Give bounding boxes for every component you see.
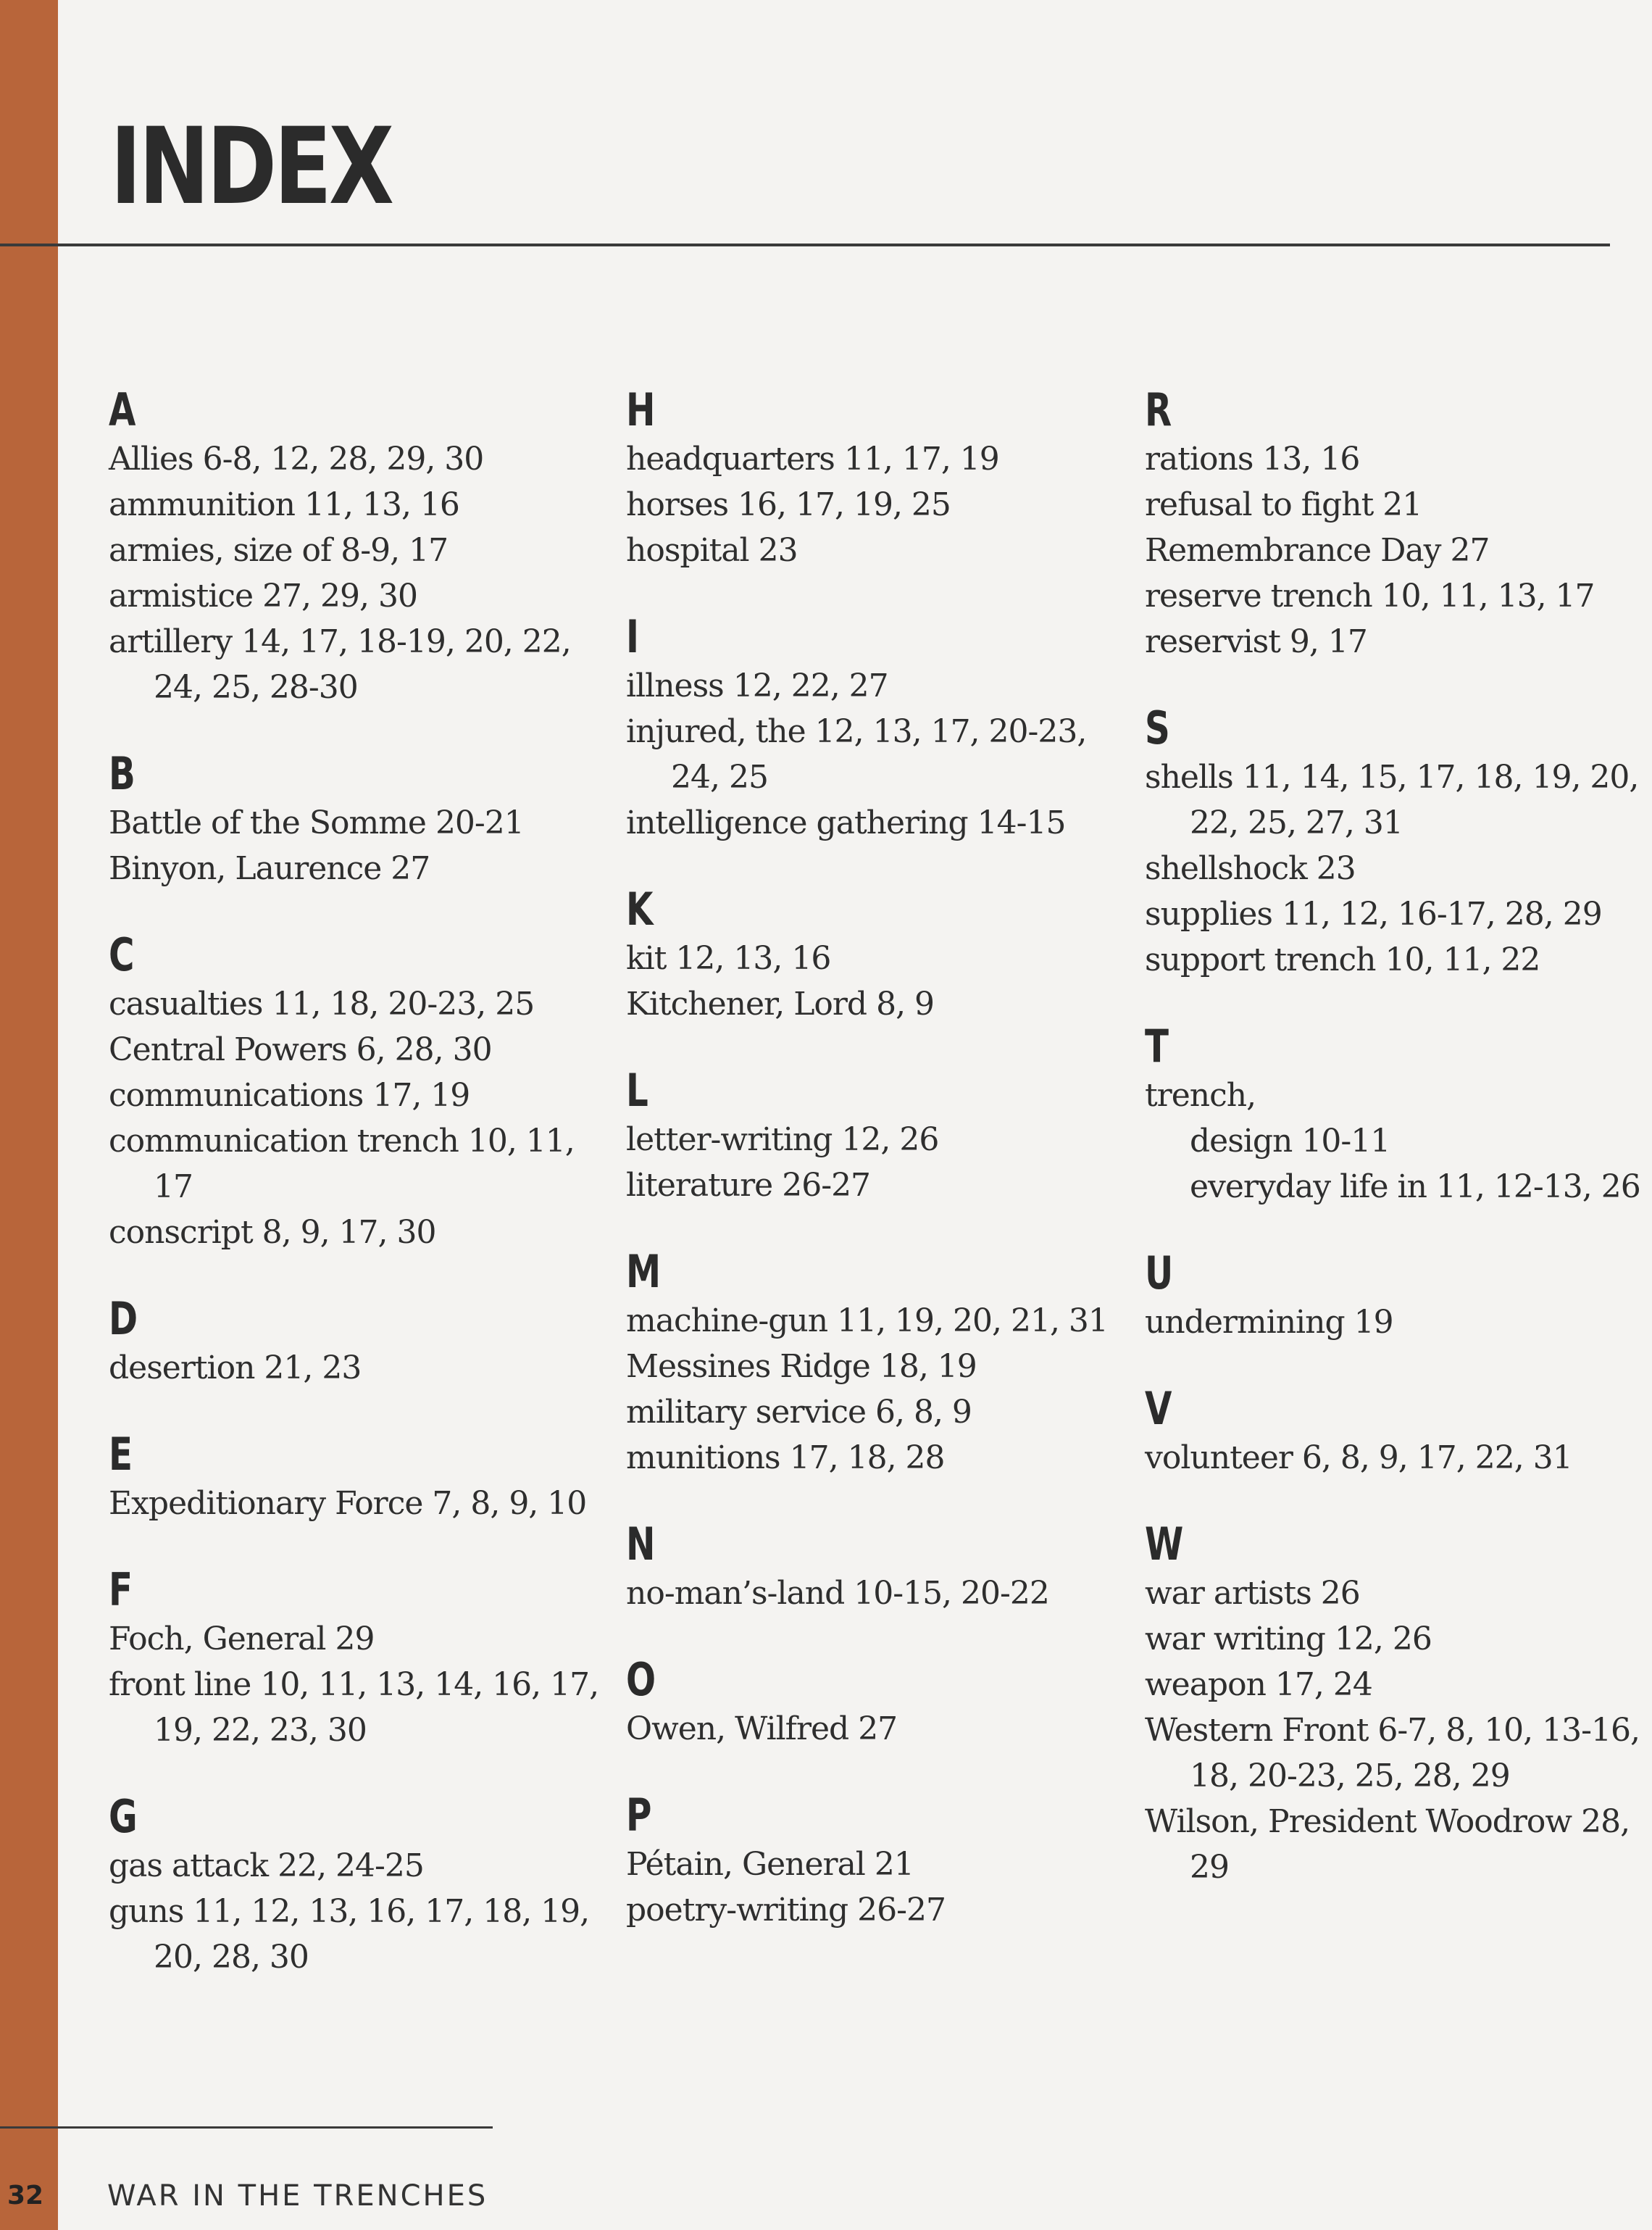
footer-rule xyxy=(0,2126,493,2129)
index-column-2 xyxy=(626,384,1126,1933)
section-letter: I xyxy=(626,610,640,663)
index-entries xyxy=(109,800,609,891)
index-entry: kit 12, 13, 16 xyxy=(626,940,831,977)
index-entries xyxy=(109,1616,609,1753)
title-rule xyxy=(0,244,1610,246)
section-letter: H xyxy=(626,383,656,436)
index-entry: war artists 26 xyxy=(1145,1575,1360,1612)
index-section xyxy=(626,1246,1126,1481)
index-entry: casualties 11, 18, 20-23, 25 xyxy=(109,986,535,1023)
index-column-3 xyxy=(1145,384,1645,1890)
index-entry: Binyon, Laurence 27 xyxy=(109,850,430,887)
section-letter: R xyxy=(1145,383,1172,436)
index-entries xyxy=(1145,1570,1645,1890)
page-title: INDEX xyxy=(110,105,392,228)
index-column-1 xyxy=(109,384,609,1980)
index-entries xyxy=(626,1298,1126,1481)
section-gap xyxy=(1145,1210,1645,1247)
index-entry: support trench 10, 11, 22 xyxy=(1145,941,1540,978)
index-entry: machine-gun 11, 19, 20, 21, 31 xyxy=(626,1302,1108,1339)
section-letter: F xyxy=(109,1563,133,1616)
section-gap xyxy=(626,846,1126,883)
index-section xyxy=(1145,702,1645,983)
index-entries xyxy=(109,981,609,1255)
section-gap xyxy=(109,1753,609,1791)
index-entries xyxy=(626,1842,1126,1933)
index-entry: trench, xyxy=(1145,1077,1256,1114)
index-entry: injured, the 12, 13, 17, 20-23, 24, 25 xyxy=(626,713,1087,796)
index-entry: poetry-writing 26-27 xyxy=(626,1892,946,1929)
section-letter: N xyxy=(626,1518,656,1570)
index-section xyxy=(109,929,609,1255)
index-section xyxy=(626,1789,1126,1933)
index-entry: Allies 6-8, 12, 28, 29, 30 xyxy=(109,441,484,478)
index-section xyxy=(626,1518,1126,1616)
index-section xyxy=(109,384,609,710)
index-section xyxy=(626,384,1126,573)
index-entry: Expeditionary Force 7, 8, 9, 10 xyxy=(109,1485,587,1522)
index-entry: artillery 14, 17, 18-19, 20, 22, 24, 25, 28-30 xyxy=(109,623,571,706)
index-section xyxy=(1145,1383,1645,1481)
index-entry: Wilson, President Woodrow 28, 29 xyxy=(1145,1803,1630,1886)
index-entry: munitions 17, 18, 28 xyxy=(626,1439,945,1476)
section-gap xyxy=(626,1616,1126,1654)
section-gap xyxy=(109,1391,609,1428)
index-entries xyxy=(109,1481,609,1526)
index-section xyxy=(109,1293,609,1391)
side-color-stripe xyxy=(0,0,58,2230)
index-entries xyxy=(109,1843,609,1980)
index-entry: desertion 21, 23 xyxy=(109,1349,362,1386)
section-letter: L xyxy=(626,1064,648,1117)
section-gap xyxy=(626,1481,1126,1518)
section-gap xyxy=(1145,983,1645,1020)
index-entry: hospital 23 xyxy=(626,532,798,569)
index-section xyxy=(109,1428,609,1526)
index-section xyxy=(1145,1518,1645,1890)
index-section xyxy=(1145,384,1645,665)
index-entry: no-man’s-land 10-15, 20-22 xyxy=(626,1575,1049,1612)
section-letter: B xyxy=(109,747,135,800)
index-entry: Central Powers 6, 28, 30 xyxy=(109,1031,492,1068)
section-gap xyxy=(1145,1345,1645,1383)
index-entry: Kitchener, Lord 8, 9 xyxy=(626,986,935,1023)
index-entry: ammunition 11, 13, 16 xyxy=(109,486,459,523)
section-gap xyxy=(626,1752,1126,1789)
section-letter: P xyxy=(626,1789,652,1842)
index-entry: weapon 17, 24 xyxy=(1145,1666,1372,1703)
index-section xyxy=(626,883,1126,1027)
index-entries xyxy=(626,1570,1126,1616)
section-gap xyxy=(626,1027,1126,1065)
section-letter: W xyxy=(1145,1518,1184,1570)
section-letter: S xyxy=(1145,702,1170,754)
index-entry: communication trench 10, 11, 17 xyxy=(109,1123,575,1205)
index-entry: armies, size of 8-9, 17 xyxy=(109,532,449,569)
index-entry: refusal to fight 21 xyxy=(1145,486,1422,523)
index-entry: Battle of the Somme 20-21 xyxy=(109,804,524,841)
index-section xyxy=(109,1791,609,1980)
index-entries xyxy=(1145,1299,1645,1345)
index-entries xyxy=(626,936,1126,1027)
index-entry: Owen, Wilfred 27 xyxy=(626,1710,898,1747)
section-gap xyxy=(109,710,609,748)
section-letter: M xyxy=(626,1245,662,1298)
index-entries xyxy=(109,436,609,710)
index-section xyxy=(109,1564,609,1753)
index-entry: supplies 11, 12, 16-17, 28, 29 xyxy=(1145,896,1602,933)
index-section xyxy=(1145,1247,1645,1345)
section-letter: D xyxy=(109,1292,138,1345)
section-gap xyxy=(626,573,1126,611)
index-subentry: design 10-11 xyxy=(1190,1123,1390,1160)
index-section xyxy=(626,1654,1126,1752)
index-entries xyxy=(1145,436,1645,665)
index-entry: horses 16, 17, 19, 25 xyxy=(626,486,951,523)
index-entry: Western Front 6-7, 8, 10, 13-16, 18, 20-23, 25, 28, 29 xyxy=(1145,1712,1640,1794)
index-entry: reservist 9, 17 xyxy=(1145,623,1367,660)
section-gap xyxy=(626,1208,1126,1246)
index-entries xyxy=(626,1117,1126,1208)
index-entries xyxy=(1145,1073,1645,1210)
index-entry: conscript 8, 9, 17, 30 xyxy=(109,1214,436,1251)
section-letter: E xyxy=(109,1428,133,1481)
index-entry: front line 10, 11, 13, 14, 16, 17, 19, 22, 23, 30 xyxy=(109,1666,599,1749)
index-entry: Messines Ridge 18, 19 xyxy=(626,1348,977,1385)
section-gap xyxy=(109,1255,609,1293)
index-entry: shellshock 23 xyxy=(1145,850,1356,887)
index-entry: reserve trench 10, 11, 13, 17 xyxy=(1145,578,1595,615)
index-entry: Pétain, General 21 xyxy=(626,1846,914,1883)
section-gap xyxy=(109,891,609,929)
index-entry: volunteer 6, 8, 9, 17, 22, 31 xyxy=(1145,1439,1572,1476)
index-entry: Foch, General 29 xyxy=(109,1621,375,1657)
index-section xyxy=(626,611,1126,846)
section-letter: T xyxy=(1145,1020,1169,1073)
index-entries xyxy=(1145,754,1645,983)
running-title: WAR IN THE TRENCHES xyxy=(107,2179,488,2213)
section-gap xyxy=(1145,665,1645,702)
section-letter: K xyxy=(626,883,654,936)
index-section xyxy=(626,1065,1126,1208)
index-entry: letter-writing 12, 26 xyxy=(626,1121,939,1158)
index-entries xyxy=(626,663,1126,846)
index-entry: headquarters 11, 17, 19 xyxy=(626,441,999,478)
index-entry: intelligence gathering 14-15 xyxy=(626,804,1066,841)
page-number: 32 xyxy=(7,2181,44,2210)
section-gap xyxy=(1145,1481,1645,1518)
index-entry: armistice 27, 29, 30 xyxy=(109,578,417,615)
index-entries xyxy=(626,436,1126,573)
index-entry: military service 6, 8, 9 xyxy=(626,1394,972,1431)
index-entry: rations 13, 16 xyxy=(1145,441,1360,478)
index-entry: communications 17, 19 xyxy=(109,1077,470,1114)
section-letter: O xyxy=(626,1653,656,1706)
index-entry: shells 11, 14, 15, 17, 18, 19, 20, 22, 25, 27, 31 xyxy=(1145,759,1639,841)
index-entry: undermining 19 xyxy=(1145,1304,1393,1341)
section-letter: V xyxy=(1145,1382,1172,1435)
index-entries xyxy=(109,1345,609,1391)
index-section xyxy=(109,748,609,891)
section-letter: G xyxy=(109,1790,138,1843)
section-letter: A xyxy=(109,383,136,436)
index-entries xyxy=(626,1706,1126,1752)
index-entry: illness 12, 22, 27 xyxy=(626,667,888,704)
index-entry: war writing 12, 26 xyxy=(1145,1621,1432,1657)
section-gap xyxy=(109,1526,609,1564)
index-entries xyxy=(1145,1435,1645,1481)
index-entry: Remembrance Day 27 xyxy=(1145,532,1490,569)
section-letter: C xyxy=(109,928,135,981)
index-entry: gas attack 22, 24-25 xyxy=(109,1847,424,1884)
index-subentry: everyday life in 11, 12-13, 26 xyxy=(1190,1168,1640,1205)
index-entry: guns 11, 12, 13, 16, 17, 18, 19, 20, 28, 30 xyxy=(109,1893,590,1976)
section-letter: U xyxy=(1145,1247,1174,1299)
index-section xyxy=(1145,1020,1645,1210)
index-entry: literature 26-27 xyxy=(626,1167,871,1204)
